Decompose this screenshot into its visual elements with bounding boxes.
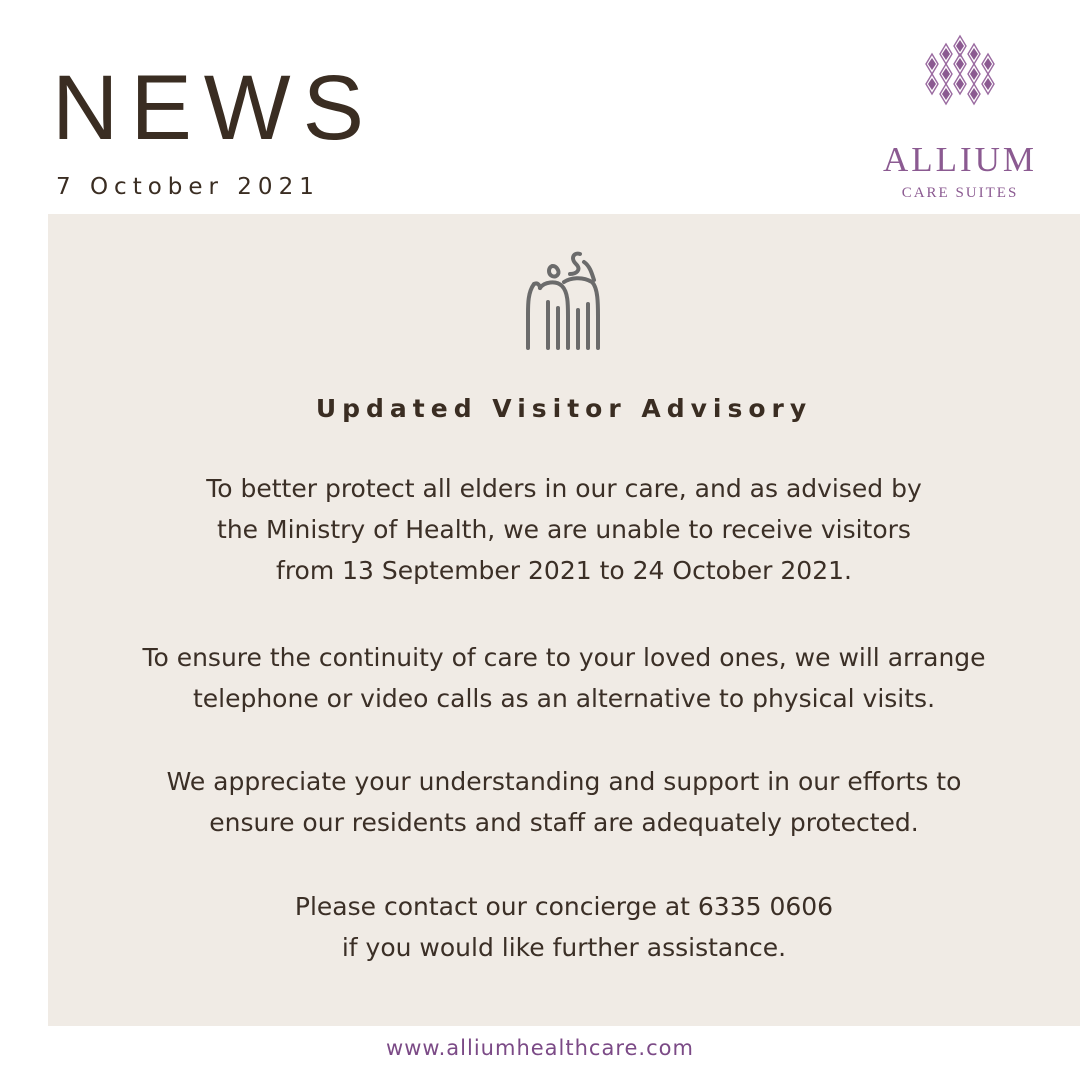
website-link[interactable]: www.alliumhealthcare.com [386, 1036, 694, 1060]
contact-paragraph [48, 886, 1080, 968]
allium-logo [860, 30, 1060, 201]
flower-of-life-logo-icon [918, 32, 1002, 108]
advisory-paragraph [48, 761, 1080, 843]
paragraph-line: ensure our residents and staff are adequately protected. [209, 808, 919, 837]
paragraph-line: To ensure the continuity of care to your loved ones, we will arrange [142, 643, 986, 672]
paragraph-line: We appreciate your understanding and support in our efforts to [166, 767, 962, 796]
advisory-paragraph [48, 637, 1080, 719]
logo-subtitle: CARE SUITES [901, 185, 1019, 201]
paragraph-line: Please contact our concierge at 6335 0606 [294, 892, 834, 921]
paragraph-line: if you would like further assistance. [341, 933, 787, 962]
advisory-heading: Updated Visitor Advisory [315, 394, 813, 423]
logo-name: ALLIUM [882, 140, 1038, 179]
paragraph-line: the Ministry of Health, we are unable to receive visitors [217, 515, 911, 544]
news-date: 7 October 2021 [56, 174, 320, 200]
advisory-panel [48, 214, 1080, 1026]
paragraph-line: To better protect all elders in our care, and as advised by [206, 474, 922, 503]
elderly-couple-icon [518, 244, 610, 356]
page-title: NEWS [52, 57, 376, 159]
paragraph-line: from 13 September 2021 to 24 October 2021. [276, 556, 852, 585]
paragraph-line: telephone or video calls as an alternative to physical visits. [192, 684, 936, 713]
advisory-paragraph [48, 468, 1080, 591]
